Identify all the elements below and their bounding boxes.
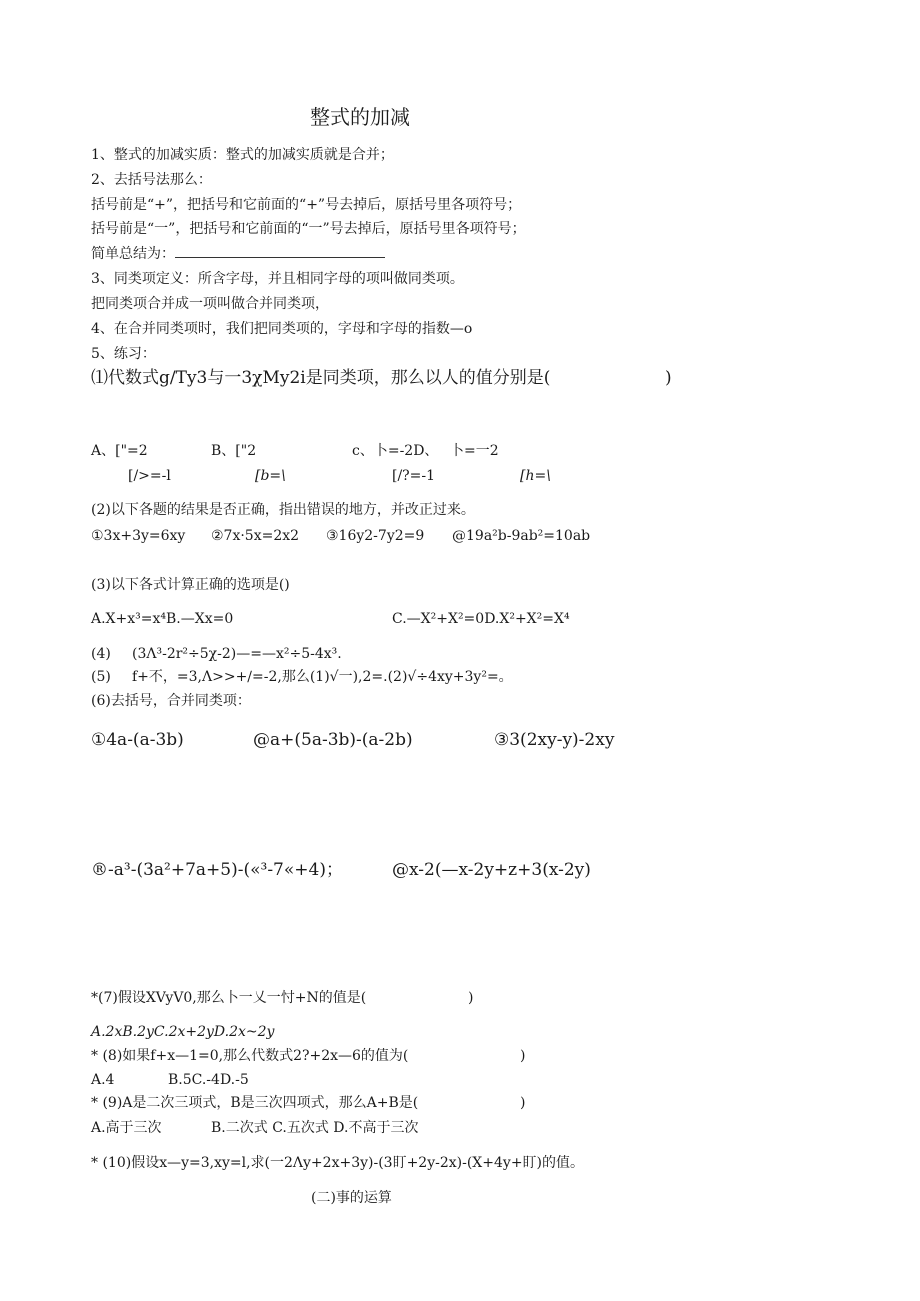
q8-option-a: A.4: [91, 1072, 115, 1088]
q2-item-3: ③16y2-7y2=9: [326, 528, 425, 544]
q2-item-2: ②7x·5x=2x2: [211, 528, 300, 544]
q9-option-a: A.高于三次: [91, 1120, 162, 1136]
q6-expr-5: @x-2(—x-2y+z+3(x-2y): [392, 860, 591, 880]
section-2-heading: (二)事的运算: [311, 1190, 392, 1206]
q1-stem: ⑴代数式g/Ty3与一3χMy2i是同类项，那么以人的值分别是(: [91, 368, 551, 388]
q7-options: A.2xB.2yC.2x+2yD.2x~2y: [91, 1024, 275, 1040]
q6-stem: (6)去括号，合并同类项：: [91, 693, 251, 709]
q9-options-rest: B.二次式 C.五次式 D.不高于三次: [211, 1120, 419, 1136]
q6-expr-1: ①4a-(a-3b): [91, 730, 184, 750]
line-2: 2、去括号法那么：: [91, 172, 212, 188]
q9-stem: * (9)A是二次三项式，B是三次四项式，那么A+B是(: [91, 1095, 419, 1111]
line-9: 5、练习：: [91, 346, 156, 362]
q8-close: ): [520, 1048, 526, 1064]
q1-option-d: 卜=一2: [450, 443, 499, 459]
line-5: [91, 245, 385, 263]
q6-expr-4: ®-a³-(3a²+7a+5)-(«³-7«+4)；: [91, 860, 343, 880]
page-title: 整式的加减: [310, 105, 410, 129]
q4-text: (3Λ³-2r²÷5χ-2)—=—x²÷5-4x³.: [132, 646, 342, 662]
q1-option-c: c、卜=-2D、: [352, 443, 439, 459]
q3-options-ab: A.X+x³=x⁴B.—Xx=0: [91, 611, 234, 627]
q1-option-a-2: [/>=-l: [128, 468, 171, 484]
q2-stem: (2)以下各题的结果是否正确，指出错误的地方，并改正过来。: [91, 502, 475, 518]
q4-number: (4): [91, 646, 111, 662]
q1-option-b-2: [b=\: [255, 468, 286, 484]
summary-blank: [175, 245, 385, 258]
q9-close: ): [520, 1095, 526, 1111]
q6-expr-3: ③3(2xy-y)-2xy: [494, 730, 615, 750]
line-3: 括号前是“+”，把括号和它前面的“+”号去掉后，原括号里各项符号；: [91, 197, 522, 213]
q8-stem: * (8)如果f+x—1=0,那么代数式2?+2x—6的值为(: [91, 1048, 409, 1064]
q1-option-c-2: [/?=-1: [392, 468, 436, 484]
q1-option-d-2: [h=\: [520, 468, 551, 484]
q2-item-1: ①3x+3y=6xy: [91, 528, 186, 544]
line-1: 1、整式的加减实质：整式的加减实质就是合并；: [91, 147, 394, 163]
q7-close: ): [468, 990, 474, 1006]
line-8: 4、在合并同类项时，我们把同类项的，字母和字母的指数—o: [91, 321, 473, 337]
q7-stem: *(7)假设XVyV0,那么卜一乂一忖+N的值是(: [91, 990, 367, 1006]
line-7: 把同类项合并成一项叫做合并同类项，: [91, 296, 329, 312]
line-4: 括号前是“一”，把括号和它前面的“一”号去掉后，原括号里各项符号；: [91, 221, 526, 237]
q3-options-cd: C.—X²+X²=0D.X²+X²=X⁴: [392, 611, 570, 627]
line-6: 3、同类项定义：所含字母，并且相同字母的项叫做同类项。: [91, 271, 464, 287]
q10-stem: * (10)假设x—y=3,xy=l,求(一2Λy+2x+3y)-(3盯+2y-2x)-(X+4y+盯)的值。: [91, 1155, 585, 1171]
summary-label: 简单总结为：: [91, 246, 175, 262]
q5-number: (5): [91, 669, 111, 685]
q1-option-b: B、["2: [211, 443, 257, 459]
q3-stem: (3)以下各式计算正确的选项是(): [91, 577, 290, 593]
q1-close: ): [665, 368, 672, 388]
q5-text: f+不，=3,Λ>>+∕=-2,那么(1)√一),2=.(2)√÷4xy+3y²=。: [132, 669, 513, 685]
q1-option-a: A、["=2: [91, 443, 148, 459]
q6-expr-2: @a+(5a-3b)-(a-2b): [253, 730, 413, 750]
q2-item-4: @19a²b-9ab²=10ab: [452, 528, 591, 544]
q8-options-rest: B.5C.-4D.-5: [168, 1072, 249, 1088]
